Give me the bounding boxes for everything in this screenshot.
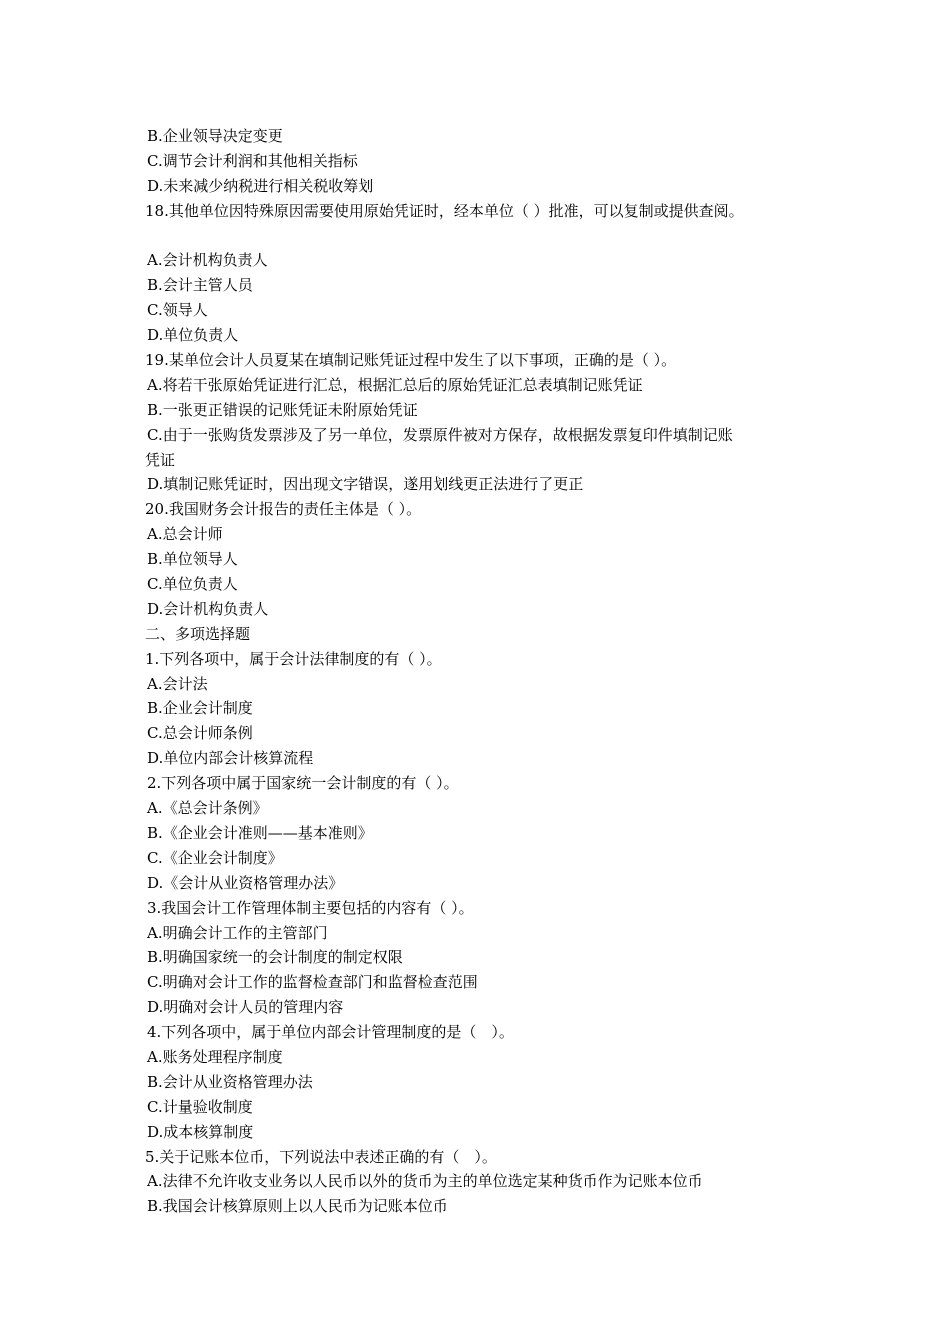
option-line: C.由于一张购货发票涉及了另一单位，发票原件被对方保存，故根据发票复印件填制记账 xyxy=(147,425,733,444)
option-line: B.我国会计核算原则上以人民币为记账本位币 xyxy=(147,1197,448,1216)
option-line: C.调节会计利润和其他相关指标 xyxy=(147,151,358,170)
option-line: B.明确国家统一的会计制度的制定权限 xyxy=(147,948,403,967)
option-line: D.会计机构负责人 xyxy=(147,599,269,618)
option-line: A.会计机构负责人 xyxy=(147,251,268,270)
question-line: 1.下列各项中，属于会计法律制度的有（ ）。 xyxy=(145,649,442,668)
option-line: C.单位负责人 xyxy=(147,575,238,594)
option-line: B.企业会计制度 xyxy=(147,699,253,718)
option-line: A.总会计师 xyxy=(147,525,223,544)
option-line: A.法律不允许收支业务以人民币以外的货币为主的单位选定某种货币作为记账本位币 xyxy=(147,1172,703,1191)
option-line: D.明确对会计人员的管理内容 xyxy=(147,998,344,1017)
option-line: C.计量验收制度 xyxy=(147,1097,253,1116)
option-line: C.明确对会计工作的监督检查部门和监督检查范围 xyxy=(147,973,478,992)
question-line: 19.某单位会计人员夏某在填制记账凭证过程中发生了以下事项，正确的是（ ）。 xyxy=(145,351,677,370)
option-line: D.成本核算制度 xyxy=(147,1122,254,1141)
option-line: 4.下列各项中，属于单位内部会计管理制度的是（ ）。 xyxy=(147,1023,514,1042)
question-line: 18.其他单位因特殊原因需要使用原始凭证时，经本单位（ ）批准，可以复制或提供查阅。 xyxy=(145,201,744,220)
option-line: A.《总会计条例》 xyxy=(147,799,268,818)
document-page xyxy=(145,124,825,1219)
option-line: D.单位负责人 xyxy=(147,326,239,345)
option-line: B.会计从业资格管理办法 xyxy=(147,1072,313,1091)
option-line: A.会计法 xyxy=(147,674,208,693)
option-line: A.明确会计工作的主管部门 xyxy=(147,923,328,942)
option-line: B.一张更正错误的记账凭证未附原始凭证 xyxy=(147,400,418,419)
option-line: B.《企业会计准则——基本准则》 xyxy=(147,823,373,842)
option-line: 3.我国会计工作管理体制主要包括的内容有（ ）。 xyxy=(147,898,474,917)
option-line: 2.下列各项中属于国家统一会计制度的有（ ）。 xyxy=(147,774,459,793)
option-line: B.单位领导人 xyxy=(147,550,238,569)
question-line: 凭证 xyxy=(145,450,176,469)
option-line: D.未来减少纳税进行相关税收筹划 xyxy=(147,176,374,195)
question-line: 5.关于记账本位币，下列说法中表述正确的有（ ）。 xyxy=(145,1147,497,1166)
option-line: D.单位内部会计核算流程 xyxy=(147,749,314,768)
option-line: C.总会计师条例 xyxy=(147,724,253,743)
option-line: C.《企业会计制度》 xyxy=(147,848,283,867)
option-line: A.账务处理程序制度 xyxy=(147,1047,283,1066)
option-line: B.会计主管人员 xyxy=(147,276,253,295)
option-line: D.填制记账凭证时，因出现文字错误，遂用划线更正法进行了更正 xyxy=(147,475,584,494)
option-line: C.领导人 xyxy=(147,301,208,320)
option-line: D.《会计从业资格管理办法》 xyxy=(147,873,344,892)
option-line: A.将若干张原始凭证进行汇总，根据汇总后的原始凭证汇总表填制记账凭证 xyxy=(147,375,643,394)
blank-line xyxy=(145,224,825,249)
option-line: B.企业领导决定变更 xyxy=(147,127,283,145)
question-line: 二、多项选择题 xyxy=(145,624,251,643)
question-line: 20.我国财务会计报告的责任主体是（ ）。 xyxy=(145,500,422,519)
